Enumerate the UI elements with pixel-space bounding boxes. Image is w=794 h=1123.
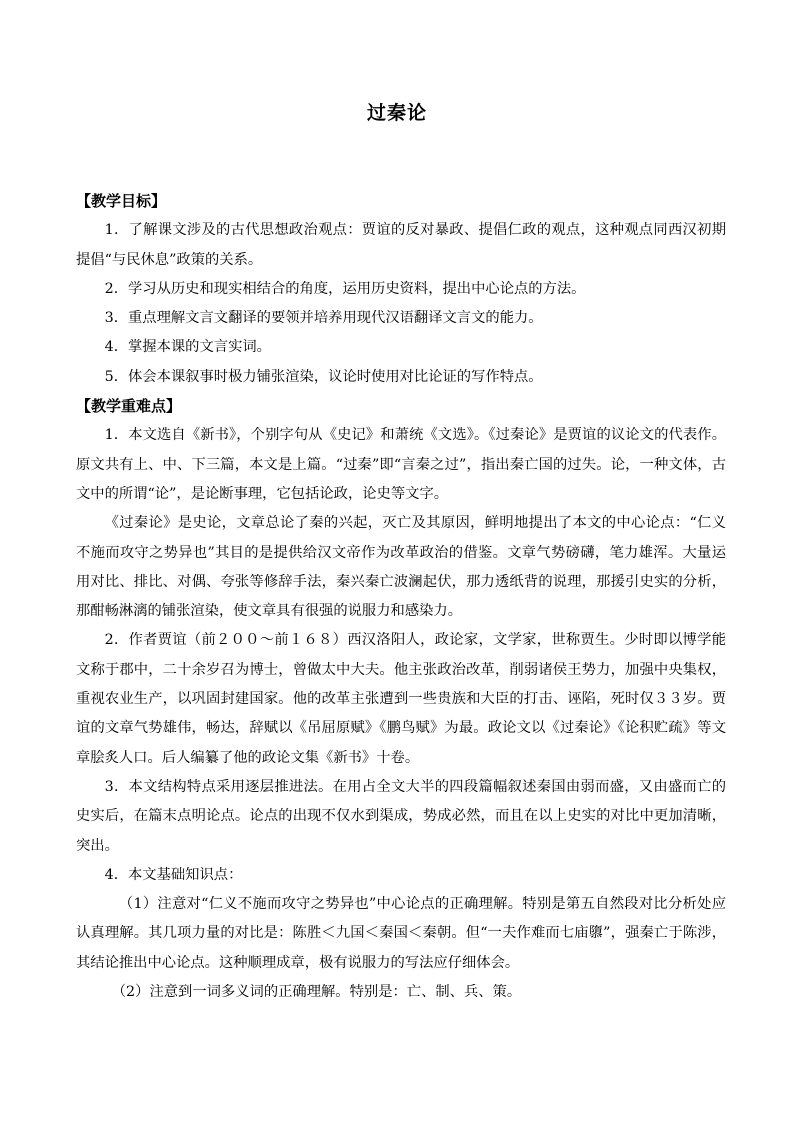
objective-item: 1．了解课文涉及的古代思想政治观点：贾谊的反对暴政、提倡仁政的观点，这种观点同西汉初期提倡“与民休息”政策的关系。 (76, 222, 726, 268)
section-heading-key-points: 【教学重难点】 (76, 397, 182, 416)
document-title: 过秦论 (366, 102, 427, 124)
key-point-paragraph: 《过秦论》是史论，文章总论了秦的兴起，灭亡及其原因，鲜明地提出了本文的中心论点：“仁义不施而攻守之势异也”其目的是提供给汉文帝作为改革政治的借鉴。文章气势磅礴，笔力雄浑。大量运用对比、排比、对偶、夸张等修辞手法，秦兴秦亡波澜起伏，那力透纸背的说理，那援引史实的分析，那酣畅淋漓的铺张渲染，使文章具有很强的说服力和感染力。 (76, 515, 726, 620)
objective-item: 3．重点理解文言文翻译的要领并培养用现代汉语翻译文言文的能力。 (104, 310, 543, 327)
key-point-subparagraph: （1）注意对“仁义不施而攻守之势异也”中心论点的正确理解。特别是第五自然段对比分析处应认真理解。其几项力量的对比是：陈胜＜九国＜秦国＜秦朝。但“一夫作难而七庙隳”，强秦亡于陈涉，其结论推出中心论点。这种顺理成章，极有说服力的写法应仔细体会。 (76, 896, 726, 971)
objective-item: 5．体会本课叙事时极力铺张渲染，议论时使用对比论证的写作特点。 (104, 368, 543, 385)
key-point-paragraph: 1．本文选自《新书》，个别字句从《史记》和萧统《文选》。《过秦论》是贾谊的议论文的代表作。原文共有上、中、下三篇，本文是上篇。“过秦”即“言秦之过”，指出秦亡国的过失。论，一种文体，古文中的所谓“论”，是论断事理，它包括论政，论史等文字。 (76, 427, 726, 502)
section-heading-objectives: 【教学目标】 (76, 192, 167, 210)
key-point-paragraph: 4．本文基础知识点： (104, 866, 243, 883)
key-point-paragraph: 3．本文结构特点采用逐层推进法。在用占全文大半的四段篇幅叙述秦国由弱而盛，又由盛而亡的史实后，在篇末点明论点。论点的出现不仅水到渠成，势成必然，而且在以上史实的对比中更加清晰，突出。 (76, 778, 726, 854)
document-body (76, 187, 726, 1007)
objective-item: 2．学习从历史和现实相结合的角度，运用历史资料，提出中心论点的方法。 (104, 280, 586, 297)
key-point-subparagraph: （2）注意到一词多义词的正确理解。特别是：亡、制、兵、策。 (111, 984, 522, 1001)
key-point-paragraph: 2．作者贾谊（前２００～前１６８）西汉洛阳人，政论家，文学家，世称贾生。少时即以博学能文称于郡中，二十余岁召为博士，曾做太中大夫。他主张政治改革，削弱诸侯王势力，加强中央集权，重视农业生产，以巩固封建国家。他的改革主张遭到一些贵族和大臣的打击、诬陷，死时仅３３岁。贾谊的文章气势雄伟，畅达，辞赋以《吊屈原赋》《鹏鸟赋》为最。政论文以《过秦论》《论积贮疏》等文章脍炙人口。后人编纂了他的政论文集《新书》十卷。 (76, 632, 726, 766)
objective-item: 4．掌握本课的文言实词。 (104, 339, 271, 356)
